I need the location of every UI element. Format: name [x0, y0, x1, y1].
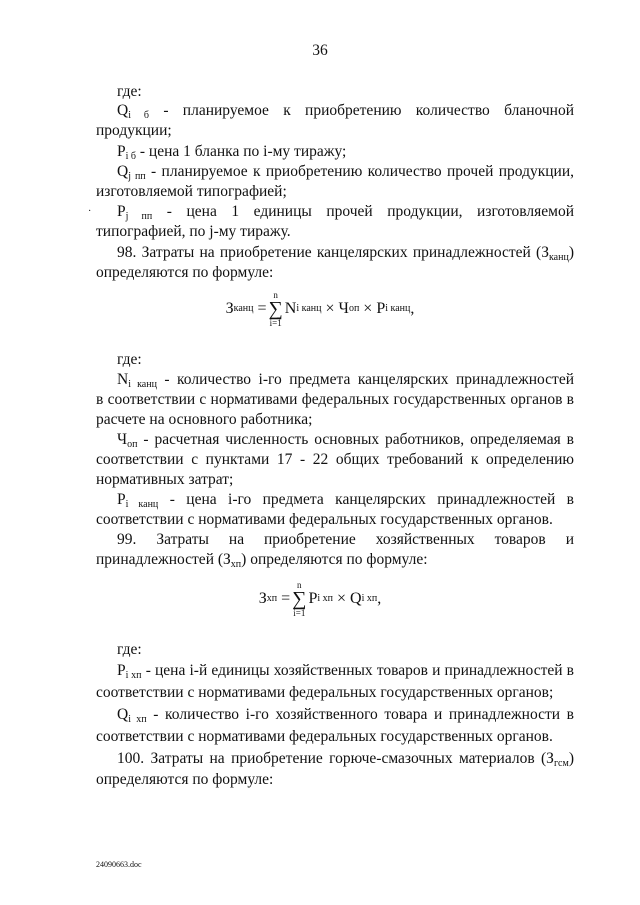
para99-line1: 99. Затраты на приобретение хозяйственных товаров и: [117, 531, 574, 548]
def-n-kanc-line2: в соответствии с нормативами федеральных государственных органов в: [96, 391, 574, 408]
def-ch-op-line1: $Ч_{оп}$ - расчетная численность основных работников, определяемая в: [117, 431, 574, 450]
def-ch-op-line2: соответствии с пунктами 17 - 22 общих требований к определению: [96, 451, 574, 468]
def-p-jpp-line1: $P_{j пп}$ - цена 1 единицы прочей продукции, изготовляемой: [117, 203, 574, 222]
def-ch-op-line3: нормативных затрат;: [96, 471, 234, 488]
def-p-kanc-line2: соответствии с нормативами федеральных государственных органов.: [96, 511, 553, 528]
where-label-3: где:: [117, 641, 142, 658]
def-q-xp-line2: соответствии с нормативами федеральных государственных органов.: [96, 728, 553, 745]
footer-filename: 24090663.doc: [96, 860, 142, 869]
where-label-2: где:: [117, 351, 142, 368]
def-n-kanc-line3: расчете на основного работника;: [96, 411, 313, 428]
def-p-kanc-line1: $P_{i канц}$ - цена i-го предмета канцелярских принадлежностей в: [117, 491, 574, 510]
def-q-ib-line1: $Q_{i б}$ - планируемое к приобретению количество бланочной: [117, 102, 574, 121]
scan-dot-mark: ·: [88, 206, 92, 217]
formula-kanc: З канц = n ∑ i=1 N i канц × Ч оп × P i канц ,: [225, 290, 415, 328]
para98-line2: определяются по формуле:: [96, 264, 274, 281]
sum-symbol: n ∑ i=1: [268, 290, 283, 328]
def-q-xp-line1: $Q_{i хп}$ - количество i-го хозяйственного товара и принадлежности в: [117, 706, 574, 725]
formula-xp: З хп = n ∑ i=1 P i хп × Q i хп ,: [258, 580, 382, 618]
sum-symbol-2: n ∑ i=1: [292, 580, 307, 618]
def-p-ib: $P_{i б}$ - цена 1 бланка по i-му тиражу;: [117, 143, 347, 162]
para98-line1: 98. Затраты на приобретение канцелярских принадлежностей $(З_{канц})$: [117, 244, 574, 263]
where-label: где:: [117, 83, 142, 100]
para100-line1: 100. Затраты на приобретение горюче-смазочных материалов $(З_{гсм})$: [117, 750, 574, 769]
para99-line2: принадлежностей $(З_{хп})$ определяются по формуле:: [96, 551, 428, 570]
def-q-jpp-line2: изготовляемой типографией;: [96, 183, 287, 200]
page-number: 36: [312, 42, 328, 59]
def-n-kanc-line1: $N_{i канц}$ - количество i-го предмета канцелярских принадлежностей: [117, 371, 574, 390]
def-p-jpp-line2: типографией, по j-му тиражу.: [96, 223, 291, 240]
def-p-xp-line1: $P_{i хп}$ - цена i-й единицы хозяйственных товаров и принадлежностей в: [117, 662, 574, 681]
def-q-ib-line2: продукции;: [96, 122, 172, 139]
def-p-xp-line2: соответствии с нормативами федеральных государственных органов;: [96, 684, 554, 701]
def-q-jpp-line1: $Q_{j пп}$ - планируемое к приобретению количество прочей продукции,: [117, 163, 575, 182]
para100-line2: определяются по формуле:: [96, 771, 274, 788]
